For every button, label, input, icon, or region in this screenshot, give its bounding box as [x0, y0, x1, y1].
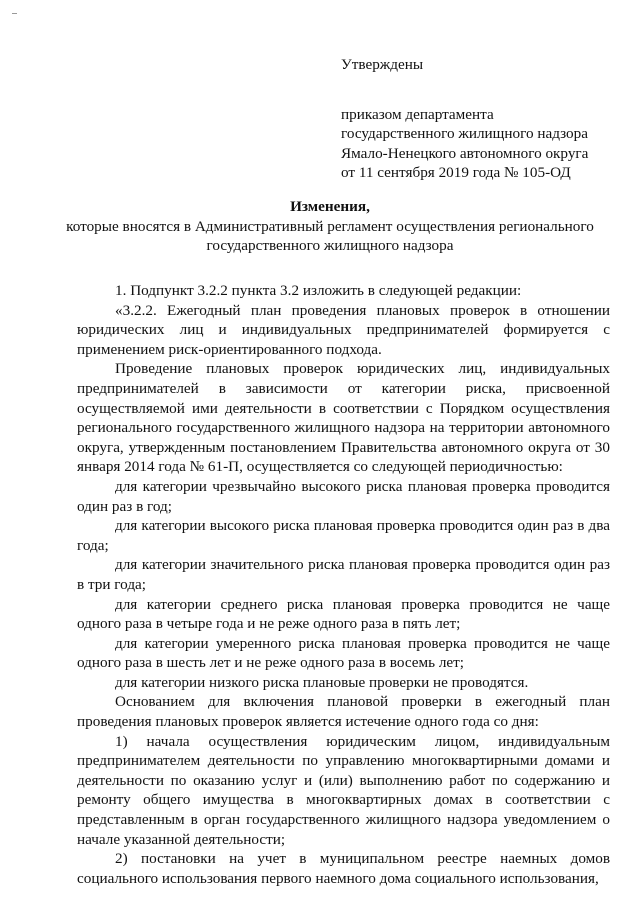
scan-mark: [12, 13, 17, 14]
approval-line: приказом департамента: [341, 105, 494, 123]
paragraph: для категории низкого риска плановые проверки не проводятся.: [115, 673, 529, 691]
paragraph: «3.2.2. Ежегодный план проведения плановых проверок в отношении юридических лиц и индивидуальных предпринимателей формируется с применением риск-ориентированного подхода.: [77, 301, 610, 358]
paragraph: для категории умеренного риска плановая проверка проводится не чаще одного раза в шесть лет и не реже одного раза в восемь лет;: [77, 634, 610, 672]
paragraph: Основанием для включения плановой проверки в ежегодный план проведения плановых проверок является истечение одного года со дня:: [77, 693, 610, 731]
approval-line: государственного жилищного надзора: [341, 125, 588, 143]
paragraph: для категории среднего риска плановая проверка проводится не чаще одного раза в четыре года и не реже одного раза в пять лет;: [77, 595, 610, 633]
approval-line: от 11 сентября 2019 года № 105-ОД: [341, 164, 571, 182]
document-title: Изменения,: [290, 198, 370, 215]
paragraph: для категории высокого риска плановая проверка проводится один раз в два года;: [77, 517, 610, 554]
paragraph: для категории чрезвычайно высокого риска плановая проверка проводится один раз в год;: [77, 477, 610, 515]
paragraph: для категории значительного риска плановая проверка проводится один раз в три года;: [77, 556, 610, 593]
paragraph: 2) постановки на учет в муниципальном реестре наемных домов социального использования первого наемного дома социального использования,: [77, 850, 610, 887]
document-subtitle: которые вносятся в Административный регламент осуществления регионального государственного жилищного надзора: [66, 217, 594, 255]
approval-line: Ямало-Ненецкого автономного округа: [341, 144, 589, 162]
approval-heading: Утверждены: [341, 56, 424, 73]
document-body: [77, 281, 610, 888]
paragraph: 1) начала осуществления юридическим лицом, индивидуальным предпринимателем деятельности по управлению многоквартирными домами и деятельности по оказанию услуг и (или) выполнению работ по содержанию и ремонту общего имущества в многоквартирных домах в соответствии с представленным в орган государственного жилищного надзора уведомлением о начале указанной деятельности;: [77, 732, 610, 848]
document-title-block: [40, 197, 620, 256]
paragraph: Проведение плановых проверок юридических лиц, индивидуальных предпринимателей в зависимости от категории риска, присвоенной осуществляемой ими деятельности в соответствии с Порядком осуществления регионального государственного жилищного надзора на территории автономного округа, утвержденным постановлением Правительства автономного округа от 30 января 2014 года № 61-П, осуществляется со следующей периодичностью:: [77, 360, 610, 476]
paragraph: 1. Подпункт 3.2.2 пункта 3.2 изложить в следующей редакции:: [115, 282, 522, 299]
approval-block: [341, 55, 621, 183]
